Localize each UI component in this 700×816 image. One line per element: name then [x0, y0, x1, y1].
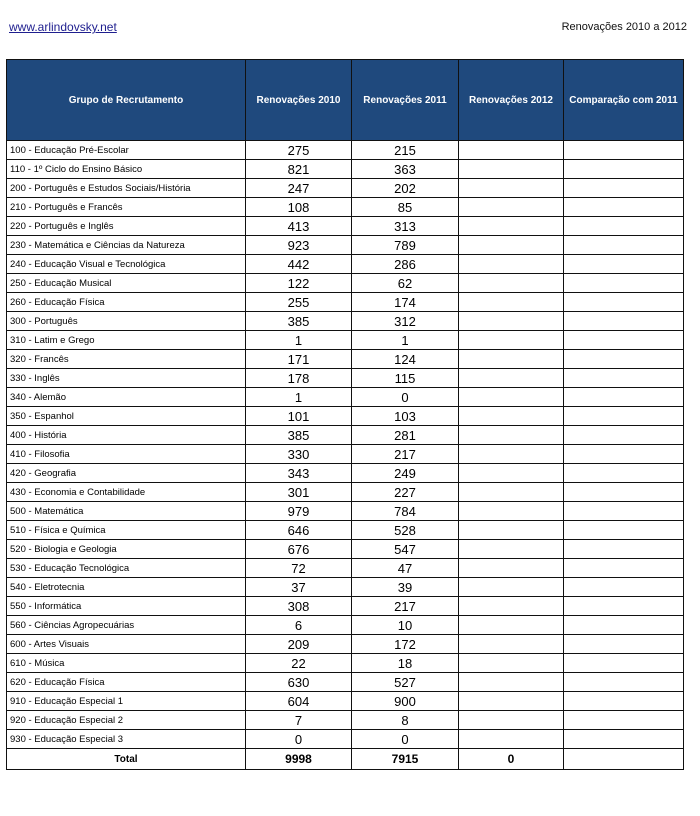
cell-2012: [459, 597, 564, 616]
document-title: Renovações 2010 a 2012: [561, 21, 687, 33]
table-row: [7, 711, 684, 730]
cell-2011: 900: [352, 692, 459, 711]
cell-comparacao: [564, 521, 684, 540]
cell-2012: [459, 274, 564, 293]
cell-2010: 37: [246, 578, 352, 597]
cell-2012: [459, 730, 564, 749]
cell-2010: 979: [246, 502, 352, 521]
cell-comparacao: [564, 597, 684, 616]
cell-2011: 202: [352, 179, 459, 198]
cell-2011: 115: [352, 369, 459, 388]
column-header-2010: Renovações 2010: [246, 60, 352, 141]
cell-grupo: 200 - Português e Estudos Sociais/História: [7, 179, 246, 198]
cell-2012: [459, 255, 564, 274]
cell-grupo: 530 - Educação Tecnológica: [7, 559, 246, 578]
cell-2012: [459, 483, 564, 502]
cell-2010: 676: [246, 540, 352, 559]
cell-grupo: 350 - Espanhol: [7, 407, 246, 426]
table-row: [7, 673, 684, 692]
cell-2010: 442: [246, 255, 352, 274]
cell-grupo: 620 - Educação Física: [7, 673, 246, 692]
table-row: [7, 692, 684, 711]
table-row: [7, 217, 684, 236]
cell-grupo: 560 - Ciências Agropecuárias: [7, 616, 246, 635]
cell-2011: 103: [352, 407, 459, 426]
cell-comparacao: [564, 198, 684, 217]
cell-2011: 215: [352, 141, 459, 160]
cell-2011: 789: [352, 236, 459, 255]
cell-grupo: 420 - Geografia: [7, 464, 246, 483]
cell-2010: 413: [246, 217, 352, 236]
cell-2010: 22: [246, 654, 352, 673]
cell-comparacao: [564, 559, 684, 578]
cell-2012: [459, 540, 564, 559]
cell-2012: [459, 217, 564, 236]
cell-2010: 209: [246, 635, 352, 654]
cell-comparacao: [564, 141, 684, 160]
table-row: [7, 179, 684, 198]
cell-2012: [459, 160, 564, 179]
cell-2012: [459, 502, 564, 521]
total-label: Total: [7, 749, 246, 770]
cell-grupo: 330 - Inglês: [7, 369, 246, 388]
cell-2011: 47: [352, 559, 459, 578]
column-header-2011: Renovações 2011: [352, 60, 459, 141]
cell-2010: 275: [246, 141, 352, 160]
column-header-grupo: Grupo de Recrutamento: [7, 60, 246, 141]
cell-2010: 604: [246, 692, 352, 711]
cell-2012: [459, 407, 564, 426]
cell-comparacao: [564, 426, 684, 445]
cell-comparacao: [564, 160, 684, 179]
total-row: [7, 749, 684, 770]
cell-2011: 217: [352, 445, 459, 464]
cell-grupo: 410 - Filosofia: [7, 445, 246, 464]
cell-2011: 10: [352, 616, 459, 635]
cell-2011: 784: [352, 502, 459, 521]
cell-2012: [459, 711, 564, 730]
cell-2012: [459, 426, 564, 445]
table-row: [7, 654, 684, 673]
cell-comparacao: [564, 654, 684, 673]
table-row: [7, 635, 684, 654]
cell-2010: 1: [246, 331, 352, 350]
cell-2010: 821: [246, 160, 352, 179]
cell-2011: 172: [352, 635, 459, 654]
cell-2011: 286: [352, 255, 459, 274]
cell-comparacao: [564, 407, 684, 426]
cell-comparacao: [564, 179, 684, 198]
cell-2010: 101: [246, 407, 352, 426]
site-link[interactable]: www.arlindovsky.net: [9, 20, 117, 34]
cell-2012: [459, 141, 564, 160]
cell-comparacao: [564, 578, 684, 597]
cell-comparacao: [564, 464, 684, 483]
cell-comparacao: [564, 331, 684, 350]
cell-grupo: 910 - Educação Especial 1: [7, 692, 246, 711]
cell-grupo: 210 - Português e Francês: [7, 198, 246, 217]
cell-grupo: 510 - Física e Química: [7, 521, 246, 540]
cell-comparacao: [564, 312, 684, 331]
cell-grupo: 340 - Alemão: [7, 388, 246, 407]
cell-comparacao: [564, 635, 684, 654]
cell-grupo: 430 - Economia e Contabilidade: [7, 483, 246, 502]
cell-2010: 308: [246, 597, 352, 616]
cell-grupo: 550 - Informática: [7, 597, 246, 616]
table-row: [7, 730, 684, 749]
cell-2010: 385: [246, 426, 352, 445]
table-row: [7, 331, 684, 350]
cell-2010: 343: [246, 464, 352, 483]
cell-2012: [459, 236, 564, 255]
cell-grupo: 920 - Educação Especial 2: [7, 711, 246, 730]
total-2011: 7915: [352, 749, 459, 770]
table-row: [7, 255, 684, 274]
cell-2010: 108: [246, 198, 352, 217]
cell-2011: 227: [352, 483, 459, 502]
cell-grupo: 540 - Eletrotecnia: [7, 578, 246, 597]
table-row: [7, 236, 684, 255]
cell-comparacao: [564, 274, 684, 293]
table-row: [7, 369, 684, 388]
cell-2010: 255: [246, 293, 352, 312]
cell-grupo: 600 - Artes Visuais: [7, 635, 246, 654]
cell-2012: [459, 464, 564, 483]
cell-comparacao: [564, 711, 684, 730]
cell-grupo: 240 - Educação Visual e Tecnológica: [7, 255, 246, 274]
cell-2010: 7: [246, 711, 352, 730]
cell-comparacao: [564, 236, 684, 255]
column-header-2012: Renovações 2012: [459, 60, 564, 141]
cell-grupo: 610 - Música: [7, 654, 246, 673]
cell-comparacao: [564, 445, 684, 464]
cell-grupo: 500 - Matemática: [7, 502, 246, 521]
cell-comparacao: [564, 369, 684, 388]
cell-2012: [459, 673, 564, 692]
cell-2012: [459, 635, 564, 654]
total-2010: 9998: [246, 749, 352, 770]
cell-grupo: 220 - Português e Inglês: [7, 217, 246, 236]
cell-2010: 247: [246, 179, 352, 198]
table-row: [7, 407, 684, 426]
cell-2011: 124: [352, 350, 459, 369]
table-row: [7, 483, 684, 502]
column-header-comparacao: Comparação com 2011: [564, 60, 684, 141]
cell-2011: 313: [352, 217, 459, 236]
cell-2012: [459, 559, 564, 578]
cell-grupo: 300 - Português: [7, 312, 246, 331]
cell-2010: 171: [246, 350, 352, 369]
cell-2010: 0: [246, 730, 352, 749]
cell-2011: 1: [352, 331, 459, 350]
cell-grupo: 310 - Latim e Grego: [7, 331, 246, 350]
table-row: [7, 141, 684, 160]
total-2012: 0: [459, 749, 564, 770]
cell-comparacao: [564, 255, 684, 274]
cell-2010: 178: [246, 369, 352, 388]
table-row: [7, 350, 684, 369]
cell-2010: 122: [246, 274, 352, 293]
cell-2010: 1: [246, 388, 352, 407]
table-row: [7, 559, 684, 578]
table-row: [7, 445, 684, 464]
cell-2011: 363: [352, 160, 459, 179]
table-row: [7, 160, 684, 179]
cell-2012: [459, 521, 564, 540]
cell-grupo: 260 - Educação Física: [7, 293, 246, 312]
cell-2010: 72: [246, 559, 352, 578]
cell-comparacao: [564, 673, 684, 692]
table-row: [7, 464, 684, 483]
cell-2012: [459, 312, 564, 331]
cell-comparacao: [564, 502, 684, 521]
cell-comparacao: [564, 692, 684, 711]
table-row: [7, 426, 684, 445]
cell-2010: 385: [246, 312, 352, 331]
cell-grupo: 230 - Matemática e Ciências da Natureza: [7, 236, 246, 255]
cell-2011: 528: [352, 521, 459, 540]
table-header-row: [7, 60, 684, 141]
cell-comparacao: [564, 483, 684, 502]
table-row: [7, 540, 684, 559]
cell-2012: [459, 692, 564, 711]
cell-2012: [459, 293, 564, 312]
table-row: [7, 502, 684, 521]
cell-comparacao: [564, 293, 684, 312]
cell-grupo: 250 - Educação Musical: [7, 274, 246, 293]
cell-2012: [459, 331, 564, 350]
cell-2010: 330: [246, 445, 352, 464]
cell-2011: 312: [352, 312, 459, 331]
cell-2011: 85: [352, 198, 459, 217]
cell-2012: [459, 179, 564, 198]
cell-2012: [459, 654, 564, 673]
cell-comparacao: [564, 540, 684, 559]
cell-2010: 646: [246, 521, 352, 540]
cell-2011: 8: [352, 711, 459, 730]
cell-comparacao: [564, 350, 684, 369]
table-row: [7, 293, 684, 312]
cell-grupo: 320 - Francês: [7, 350, 246, 369]
table-row: [7, 274, 684, 293]
cell-2012: [459, 369, 564, 388]
cell-2012: [459, 578, 564, 597]
cell-2012: [459, 616, 564, 635]
cell-2012: [459, 445, 564, 464]
cell-2010: 301: [246, 483, 352, 502]
table-row: [7, 521, 684, 540]
table-row: [7, 388, 684, 407]
cell-grupo: 400 - História: [7, 426, 246, 445]
cell-2011: 62: [352, 274, 459, 293]
renewals-table: [6, 59, 684, 770]
total-comparacao: [564, 749, 684, 770]
cell-2011: 0: [352, 388, 459, 407]
cell-2010: 6: [246, 616, 352, 635]
cell-grupo: 930 - Educação Especial 3: [7, 730, 246, 749]
table-row: [7, 616, 684, 635]
cell-2011: 547: [352, 540, 459, 559]
cell-grupo: 520 - Biologia e Geologia: [7, 540, 246, 559]
cell-2011: 39: [352, 578, 459, 597]
cell-2011: 174: [352, 293, 459, 312]
table-row: [7, 198, 684, 217]
cell-comparacao: [564, 730, 684, 749]
table-row: [7, 597, 684, 616]
cell-2010: 923: [246, 236, 352, 255]
table-row: [7, 312, 684, 331]
cell-2011: 249: [352, 464, 459, 483]
cell-comparacao: [564, 388, 684, 407]
cell-2011: 217: [352, 597, 459, 616]
cell-2012: [459, 350, 564, 369]
cell-2011: 527: [352, 673, 459, 692]
cell-grupo: 110 - 1º Ciclo do Ensino Básico: [7, 160, 246, 179]
cell-comparacao: [564, 217, 684, 236]
cell-2011: 18: [352, 654, 459, 673]
cell-comparacao: [564, 616, 684, 635]
cell-2012: [459, 198, 564, 217]
cell-2012: [459, 388, 564, 407]
cell-grupo: 100 - Educação Pré-Escolar: [7, 141, 246, 160]
cell-2011: 281: [352, 426, 459, 445]
table-row: [7, 578, 684, 597]
cell-2010: 630: [246, 673, 352, 692]
cell-2011: 0: [352, 730, 459, 749]
